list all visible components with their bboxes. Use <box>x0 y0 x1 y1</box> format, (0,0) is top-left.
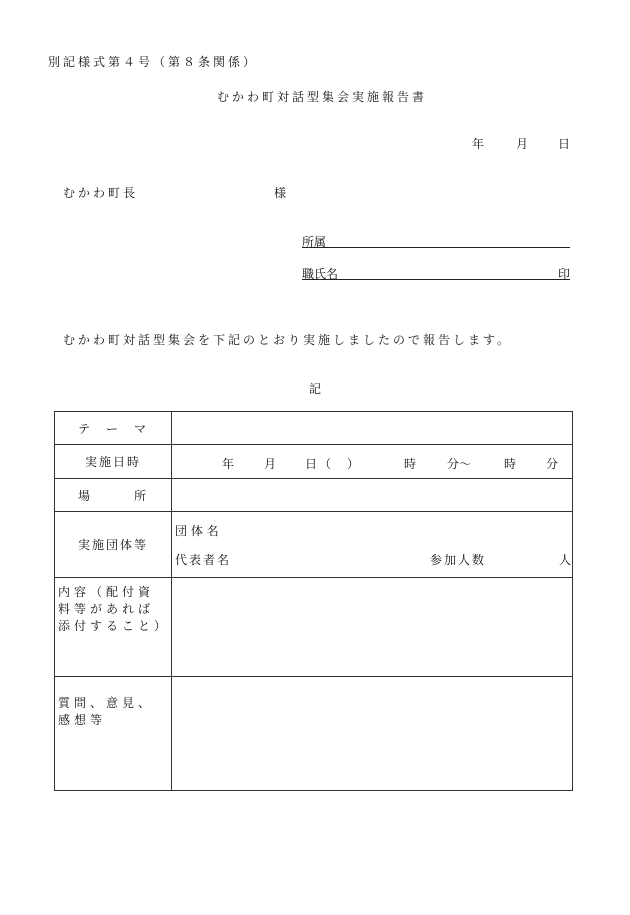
date-month: 月 <box>516 137 529 151</box>
row-datetime <box>55 445 573 479</box>
datetime-input[interactable] <box>172 445 573 479</box>
theme-input[interactable] <box>172 412 573 445</box>
dt-day: 日（ ） <box>305 457 362 471</box>
content-label: 内容（配付資料等があれば添付すること） <box>55 578 172 677</box>
affiliation-field[interactable] <box>302 233 570 248</box>
row-questions <box>55 677 573 791</box>
row-place <box>55 479 573 512</box>
org-name-label: 団 体 名 <box>175 524 219 538</box>
dt-hour: 時 <box>404 457 417 471</box>
addressee-honorific: 様 <box>274 186 287 200</box>
dt-month: 月 <box>264 457 277 471</box>
dt-minute2: 分 <box>546 457 559 471</box>
dt-minute-from: 分～ <box>447 457 472 471</box>
datetime-label: 実施日時 <box>55 445 172 479</box>
dt-hour2: 時 <box>504 457 517 471</box>
org-input[interactable] <box>172 512 573 578</box>
participants-unit: 人 <box>559 553 572 567</box>
report-table <box>54 411 573 791</box>
ki-heading: 記 <box>309 382 322 396</box>
date-year: 年 <box>472 137 485 151</box>
addressee-name: むかわ町長 <box>63 186 139 200</box>
seal-mark: 印 <box>557 267 570 281</box>
representative-label: 代表者名 <box>175 553 232 567</box>
org-label: 実施団体等 <box>55 512 172 578</box>
row-organization <box>55 512 573 578</box>
content-input[interactable] <box>172 578 573 677</box>
place-label: 場 所 <box>55 479 172 512</box>
body-text: むかわ町対話型集会を下記のとおり実施しましたので報告します。 <box>63 333 513 347</box>
place-input[interactable] <box>172 479 573 512</box>
affiliation-label: 所属 <box>302 235 327 249</box>
date-day: 日 <box>558 137 571 151</box>
participants-label: 参加人数 <box>430 553 487 567</box>
name-label: 職氏名 <box>302 267 339 281</box>
questions-input[interactable] <box>172 677 573 791</box>
row-content <box>55 578 573 677</box>
row-theme <box>55 412 573 445</box>
theme-label: テ ー マ <box>55 412 172 445</box>
dt-year: 年 <box>222 457 235 471</box>
name-field[interactable] <box>302 265 570 280</box>
questions-label: 質問、意見、感想等 <box>55 677 172 791</box>
form-number: 別記様式第４号（第８条関係） <box>48 55 259 69</box>
document-title: むかわ町対話型集会実施報告書 <box>217 90 428 104</box>
